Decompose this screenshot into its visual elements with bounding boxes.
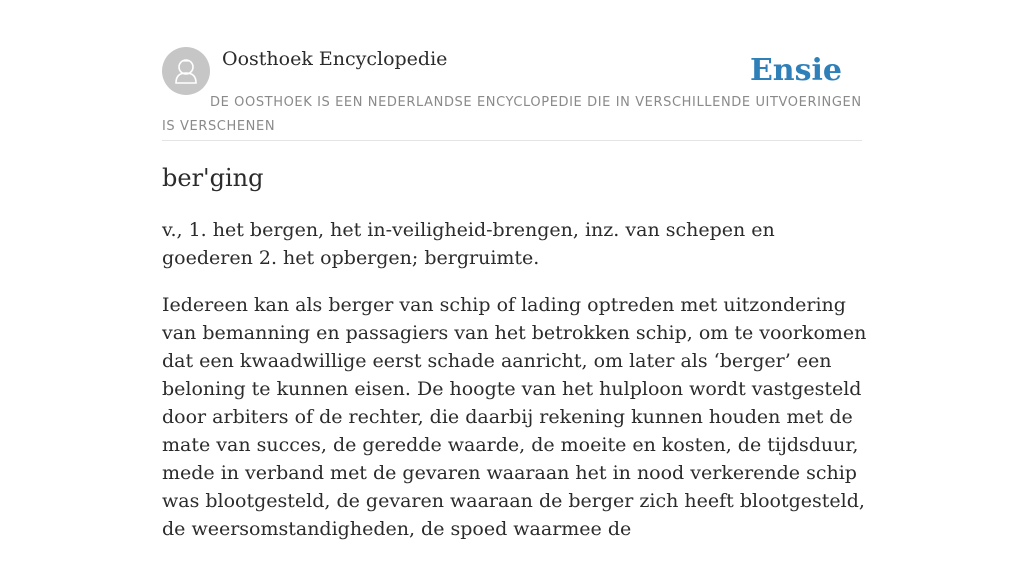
author-avatar[interactable] bbox=[162, 47, 210, 95]
brand-logo[interactable]: Ensie bbox=[749, 53, 842, 88]
article-paragraph: v., 1. het bergen, het in-veiligheid-brengen, inz. van schepen en goederen 2. het opbergen; bergruimte. bbox=[162, 219, 775, 269]
user-icon bbox=[162, 47, 210, 95]
article-body bbox=[162, 216, 867, 562]
article-title: ber'ging bbox=[162, 164, 264, 192]
article-header bbox=[162, 47, 862, 141]
author-link[interactable]: Oosthoek Encyclopedie bbox=[222, 48, 448, 70]
author-description: DE OOSTHOEK IS EEN NEDERLANDSE ENCYCLOPEDIE DIE IN VERSCHILLENDE UITVOERINGEN IS VERSCHENEN bbox=[162, 95, 862, 134]
article-paragraph: Iedereen kan als berger van schip of lading optreden met uitzondering van bemanning en passagiers van het betrokken schip, om te voorkomen dat een kwaadwillige eerst schade aanricht, om later als ‘berger’ een beloning te kunnen eisen. De hoogte van het hulploon wordt vastgesteld door arbiters of de rechter, die daarbij rekening kunnen houden met de mate van succes, de geredde waarde, de moeite en kosten, de tijdsduur, mede in verband met de gevaren waaraan het in nood verkerende schip was blootgesteld, de gevaren waaraan de berger zich heeft blootgesteld, de weersomstandigheden, de spoed waarmee de bbox=[162, 294, 867, 540]
